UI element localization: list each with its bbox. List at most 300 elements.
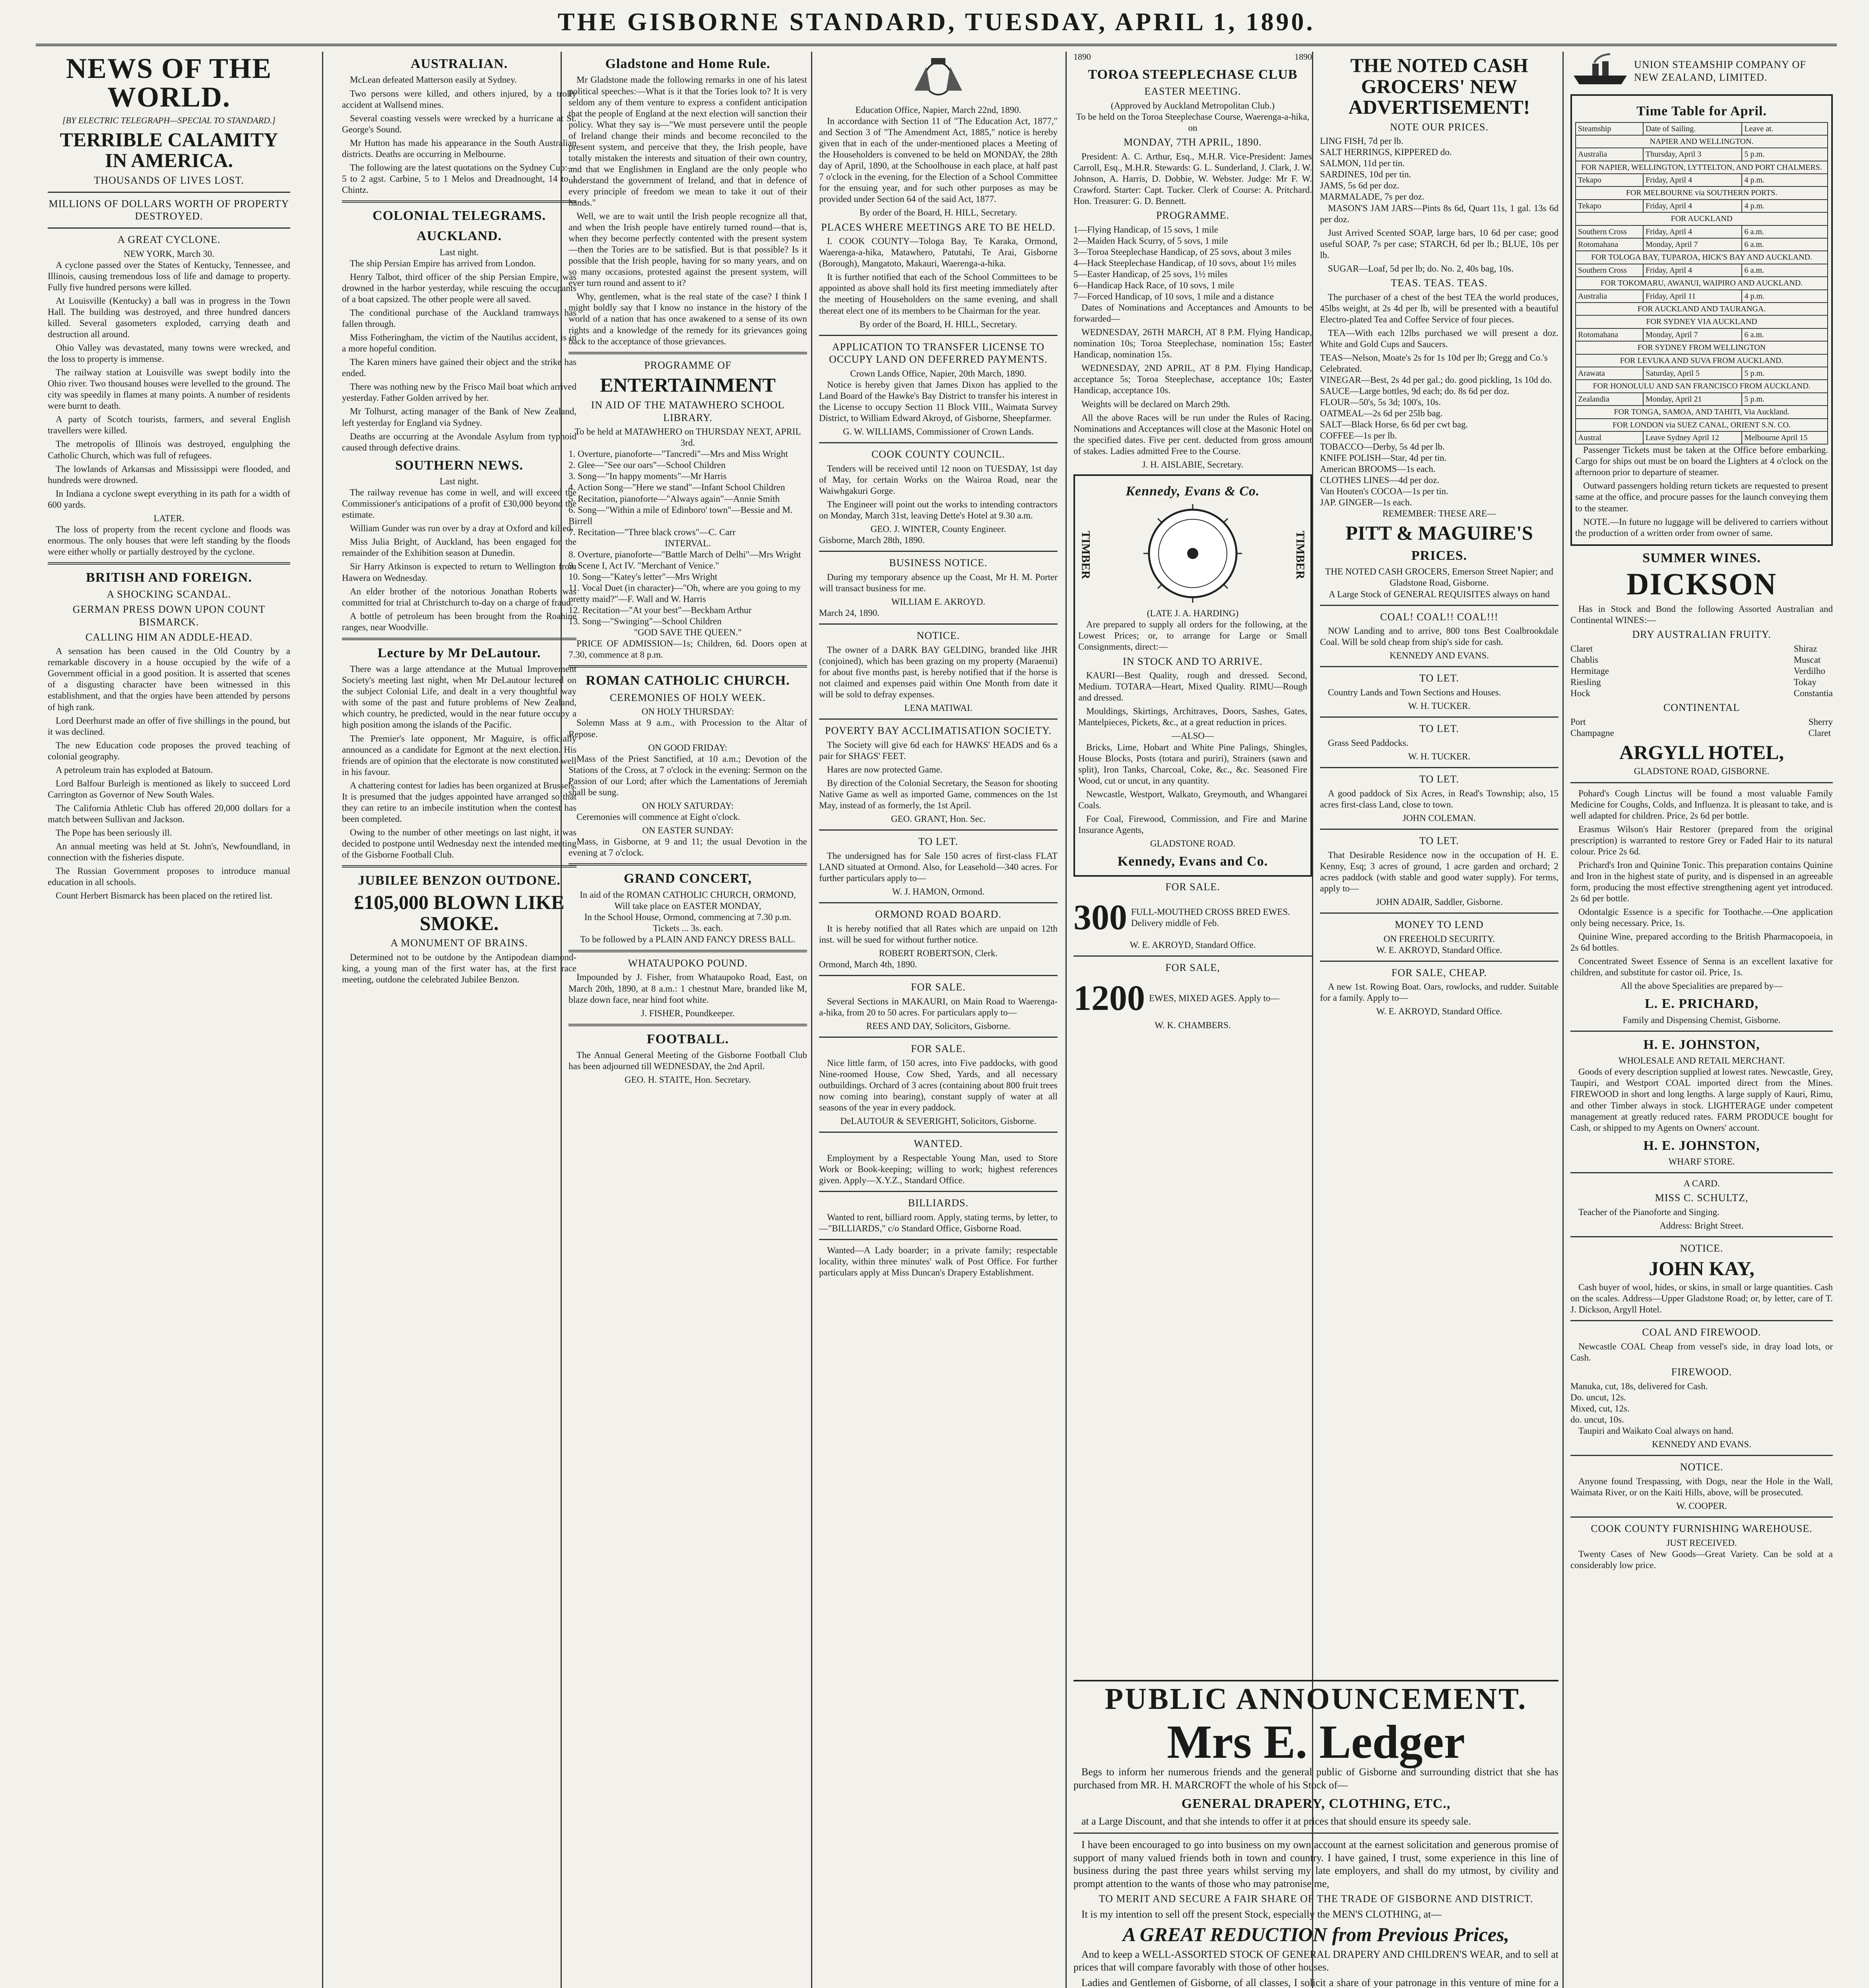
paragraph: I. COOK COUNTY—Tologa Bay, Te Karaka, Ormond, Waerenga-a-hika, Matawhero, Patutahi, Te Arai, Gisborne (Borough), Mangatoto, Makauri, Waerenga-a-hika. (819, 236, 1058, 269)
text: EWES, MIXED AGES. Apply to— (1149, 993, 1280, 1003)
signature: W. H. TUCKER. (1408, 701, 1471, 711)
headline: AUSTRALIAN. (410, 56, 508, 71)
paragraph: In Indiana a cyclone swept everything in its path for a width of 600 yards. (48, 488, 290, 510)
table-header (1576, 122, 1828, 135)
headline: COOK COUNTY COUNCIL. (871, 448, 1005, 460)
route-heading: FOR TONGA, SAMOA, AND TAHITI, Via Auckland. (1576, 406, 1828, 418)
headline: FOR SALE, (1165, 961, 1220, 973)
paragraph: At Louisville (Kentucky) a ball was in progress in the Town Hall. The building was destroyed, and three hundred dancers killed. Several gasometers exploded, carrying death and destruction all around. (48, 295, 290, 340)
table-row (1576, 290, 1828, 303)
paragraph: Mass of the Priest Sanctified, at 10 a.m.; Devotion of the Stations of the Cross, at 7 o'clock in the evening: Sermon on the Passion of our Lord; after which the Lamentations of Jeremiah shall be sung. (569, 753, 807, 797)
paragraph: TEA—With each 12lbs purchased we will present a doz. White and Gold Cups and Saucers. (1320, 328, 1558, 349)
subheadline: GERMAN PRESS DOWN UPON COUNT BISMARCK. (72, 604, 266, 628)
wine-item: Hock (1570, 688, 1590, 699)
paragraph: Odontalgic Essence is a specific for Toothache.—One application only being necessary. Price, 1s. (1570, 907, 1833, 928)
wine-item: Claret (1808, 728, 1831, 738)
paragraph: The railway revenue has come in well, and will exceed the Commissioner's anticipations of a profit of £30,000 beyond the estimate. (342, 487, 576, 520)
subheadline: ON HOLY THURSDAY: (641, 707, 734, 717)
wine-item: Chablis (1570, 654, 1599, 665)
wine-item: Port (1570, 716, 1586, 727)
coat-of-arms-icon (819, 55, 1058, 101)
subheadline: TO MERIT AND SECURE A FAIR SHARE OF THE TRADE OF GISBORNE AND DISTRICT. (1098, 1893, 1533, 1905)
paragraph: Lord Balfour Burleigh is mentioned as likely to succeed Lord Carrington as Governor of New South Wales. (48, 778, 290, 800)
paragraph: Employment by a Respectable Young Man, used to Store Work or Book-keeping; willing to work; highest references given. Apply—X.Y.Z., Standard Office. (819, 1153, 1058, 1185)
paragraph: Quinine Wine, prepared according to the British Pharmacopoeia, in 2s 6d bottles. (1570, 932, 1833, 953)
text: WHARF STORE. (1668, 1157, 1735, 1167)
paragraph: William Gunder was run over by a dray at Oxford and killed. (350, 523, 574, 534)
signature: GEO. GRANT, Hon. Sec. (891, 814, 986, 824)
subheadline: PROGRAMME OF (644, 359, 732, 371)
cell: Thursday, April 3 (1643, 148, 1742, 161)
text: All the above Specialities are prepared by— (1621, 981, 1783, 991)
paragraph: The conditional purchase of the Auckland tramways has fallen through. (342, 308, 576, 329)
timber-label: TIMBER (1079, 530, 1093, 579)
text: REMEMBER: THESE ARE— (1382, 509, 1496, 519)
column-rule (1562, 52, 1564, 1988)
paragraph: The undersigned has for Sale 150 acres of first-class FLAT LAND situated at Ormond. Also, for Leasehold—340 acres. For further particulars apply to— (819, 851, 1058, 883)
column-grocers (1320, 52, 1558, 1674)
subheadline: MILLIONS OF DOLLARS WORTH OF PROPERTY DESTROYED. (49, 198, 289, 222)
programme-item: 7. Recitation—"Three black crows"—C. Carr (569, 527, 736, 537)
price-item: Van Houten's COCOA—1s per tin. (1320, 486, 1448, 497)
signature: By order of the Board, H. HILL, Secretary. (859, 319, 1017, 329)
wine-list (1570, 643, 1833, 699)
programme-item: 8. Overture, pianoforte—"Battle March of Delhi"—Mrs Wright (569, 549, 801, 559)
paragraph: The railway station at Louisville was swept bodily into the Ohio river. Two thousand houses were levelled to the ground. The city was speedily in flames at many points. A number of residents were burnt to death. (48, 367, 290, 411)
price-item: CLOTHES LINES—4d per doz. (1320, 475, 1440, 485)
cell: Monday, April 21 (1643, 393, 1742, 406)
paragraph: NOTE.—In future no luggage will be delivered to carriers without the production of a written order from owner of same. (1575, 516, 1828, 538)
headline: COLONIAL TELEGRAMS. (373, 208, 546, 223)
paragraph: The ship Persian Empire has arrived from London. (350, 258, 536, 268)
route-heading: FOR AUCKLAND (1576, 212, 1828, 225)
paragraph: Wanted to rent, billiard room. Apply, stating terms, by letter, to—"BILLIARDS," c/o Standard Office, Gisborne Road. (819, 1212, 1058, 1233)
address: Address: Bright Street. (1659, 1220, 1744, 1231)
paragraph: Mass, in Gisborne, at 9 and 11; the usual Devotion in the evening at 7 o'clock. (569, 836, 807, 858)
cell: 4 p.m. (1742, 200, 1828, 212)
race-item: 2—Maiden Hack Scurry, of 5 sovs, 1 mile (1073, 235, 1228, 246)
text: In the School House, Ormond, commencing at 7.30 p.m. (584, 912, 792, 922)
headline: FOR SALE. (911, 981, 966, 993)
price-item: Mixed, cut, 12s. (1570, 1404, 1630, 1413)
race-item: 3—Toroa Steeplechase Handicap, of 25 sovs, about 3 miles (1073, 247, 1291, 257)
paragraph: Erasmus Wilson's Hair Restorer (prepared from the original prescription) is warranted to restore Grey or Faded Hair to its natural colour. Price 2s 6d. (1570, 824, 1833, 856)
paragraph: Henry Talbot, third officer of the ship Persian Empire, was drowned in the harbor yesterday, while rescuing the occupants of a boat capsized. The other people were all saved. (342, 272, 576, 305)
cell: Australia (1576, 148, 1643, 161)
cell: Saturday, April 5 (1643, 367, 1742, 380)
subheadline: TEAS. TEAS. TEAS. (1391, 277, 1488, 289)
subheadline: LATER. (153, 513, 184, 523)
wine-item: Claret (1570, 643, 1593, 654)
programme-item: 9. Scene I, Act IV. "Merchant of Venice." (569, 560, 719, 571)
paragraph: Taupiri and Waikato Coal always on hand. (1578, 1426, 1734, 1436)
headline: FOR SALE. (1165, 881, 1220, 893)
paragraph: Impounded by J. Fisher, from Whataupoko Road, East, on March 20th, 1890, at 8 a.m.: 1 chestnut Mare, branded like M, blaze down face, near hind foot white. (569, 972, 807, 1005)
paragraph: President: A. C. Arthur, Esq., M.H.R. Vice-President: James Carroll, Esq., M.H.R. Stewards: G. L. Sunderland, J. Clark, J. W. Johnson, A. Harris, D. Dobbie, W. Webster. Judge: Mr F. W. Crawford. Starter: Capt. Tucker. Clerk of Course: A. Pritchard. Hon. Treasurer: G. D. Bennett. (1073, 151, 1312, 206)
paragraph: The metropolis of Illinois was destroyed, engulphing the Catholic Church, which was full of refugees. (48, 439, 290, 460)
paragraph: Newcastle COAL Cheap from vessel's side, in dray load lots, or Cash. (1570, 1342, 1833, 1363)
column-rule (322, 52, 323, 1988)
paragraph: By direction of the Colonial Secretary, the Season for shooting Native Game as well as imported Game, commences on the 1st May, instead of as formerly, the 1st April. (819, 778, 1058, 811)
price-item: do. uncut, 10s. (1570, 1415, 1624, 1425)
paragraph: The new Education code proposes the proved teaching of colonial geography. (48, 740, 290, 761)
column-australian (342, 52, 576, 1988)
column-shipping (1570, 52, 1833, 1988)
column-rule (811, 52, 812, 1988)
paragraph: The owner of a DARK BAY GELDING, branded like JHR (conjoined), which has been grazing on my property (Maraenui) for about five months past, is hereby notified that if the horse is not claimed and expenses paid within One Month from date it will be sold to defray expenses. (819, 645, 1058, 700)
route-heading: NAPIER AND WELLINGTON. (1576, 135, 1828, 148)
paragraph: Anyone found Trespassing, with Dogs, near the Hole in the Wall, Waimata River, or on the Kaiti Hills, above, will be prosecuted. (1570, 1476, 1833, 1497)
paragraph: It is hereby notified that all Rates which are unpaid on 12th inst. will be sued for without further notice. (819, 923, 1058, 945)
text: A Large Stock of GENERAL REQUISITES always on hand (1329, 589, 1550, 599)
text: (LATE J. A. HARDING) (1147, 608, 1239, 619)
paragraph: Tenders will be received until 12 noon on TUESDAY, 1st day of May, for certain Works on the Wairoa Road, near the Waiwhgakuri Gorge. (819, 464, 1058, 496)
price-item: American BROOMS—1s each. (1320, 464, 1436, 474)
table-row (1576, 148, 1828, 161)
paragraph: Count Herbert Bismarck has been placed on the retired list. (56, 891, 273, 901)
programme-item: 6. Song—"Within a mile of Edinboro' town"—Bessie and M. Birrell (569, 505, 793, 526)
signature: KENNEDY AND EVANS. (1652, 1439, 1751, 1450)
price-item: SARDINES, 10d per tin. (1320, 169, 1411, 180)
dateline: Last night. (439, 476, 479, 487)
advertiser-name: MISS C. SCHULTZ, (1655, 1192, 1749, 1204)
paragraph: The Russian Government proposes to introduce manual education in all schools. (48, 866, 290, 887)
column-header: Leave at. (1742, 122, 1828, 135)
price-item: JAP. GINGER—1s each. (1320, 497, 1412, 508)
text: WHOLESALE AND RETAIL MERCHANT. (1618, 1056, 1785, 1066)
cell: Arawata (1576, 367, 1643, 380)
headline: SUMMER WINES. (1642, 550, 1761, 565)
table-row (1576, 431, 1828, 444)
paragraph: Begs to inform her numerous friends and the general public of Gisborne and surrounding district that she has purchased from MR. H. MARCROFT the whole of his Stock of— (1073, 1766, 1558, 1791)
price-item: OATMEAL—2s 6d per 25lb bag. (1320, 408, 1443, 418)
timber-advert (1073, 474, 1312, 877)
paragraph: There was a large attendance at the Mutual Improvement Society's meeting last night, when Mr DeLautour lectured on the subject Colonial Life, and dealt in a very thoughtful way with some of the past and future problems of New Zealand, which country, he predicted, would in the near future occupy a high position among the islands of the Pacific. (342, 664, 576, 730)
timber-label: TIMBER (1294, 530, 1307, 579)
route-heading: FOR AUCKLAND AND TAURANGA. (1576, 303, 1828, 315)
price-item: KNIFE POLISH—Star, 4d per tin. (1320, 453, 1447, 463)
text: —ALSO— (1171, 731, 1214, 741)
headline: TOROA STEEPLECHASE CLUB (1088, 67, 1298, 82)
subheadline: ON GOOD FRIDAY: (648, 742, 728, 753)
paragraph: Dates of Nominations and Acceptances and Amounts to be forwarded— (1073, 303, 1312, 324)
programme-item: 4. Action Song—"Here we stand"—Infant School Children (569, 482, 785, 493)
headline: COAL AND FIREWOOD. (1642, 1326, 1761, 1338)
headline: PITT & MAGUIRE'S (1345, 522, 1533, 544)
cell: 6 a.m. (1742, 238, 1828, 251)
wine-item: Shiraz (1793, 643, 1817, 654)
programme-list (569, 549, 807, 627)
column-notices (819, 52, 1058, 1988)
text: To be followed by a PLAIN AND FANCY DRESS BALL. (580, 934, 796, 944)
paragraph: Deaths are occurring at the Avondale Asylum from typhoid caused through defective drains. (342, 431, 576, 452)
paragraph: In accordance with Section 11 of "The Education Act, 1877," and Section 3 of "The Amendment Act, 1885," notice is hereby given that in each of the under-mentioned places a Meeting of the Householders is convened to be held on MONDAY, the 28th day of April, 1890, at the Schoolhouse in each place, at half past 7 o'clock in the evening, for the Election of a School Committee for the ensuing year, and for such other purposes as may be provided under Section 64 of the said Act, 1877. (819, 116, 1058, 204)
date: Ormond, March 4th, 1890. (819, 959, 917, 970)
column-header: Steamship (1576, 122, 1643, 135)
paragraph: Has in Stock and Bond the following Assorted Australian and Continental WINES:— (1570, 604, 1833, 625)
cell: Southern Cross (1576, 225, 1643, 238)
subheadline: ON EASTER SUNDAY: (642, 825, 734, 835)
cell: Southern Cross (1576, 264, 1643, 277)
race-item: 1—Flying Handicap, of 15 sovs, 1 mile (1073, 224, 1219, 235)
race-item: 6—Handicap Hack Race, of 10 sovs, 1 mile (1073, 280, 1234, 291)
headline: WHATAUPOKO POUND. (628, 957, 748, 969)
headline: JUBILEE BENZON OUTDONE. (358, 873, 561, 888)
headline: A GREAT REDUCTION from Previous Prices, (1122, 1923, 1510, 1945)
headline: COOK COUNTY FURNISHING WAREHOUSE. (1591, 1523, 1813, 1535)
paragraph: Ceremonies will commence at Eight o'clock. (576, 812, 740, 822)
paragraph: Concentrated Sweet Essence of Senna is an excellent laxative for children, and substitute for castor oil. Price, 1s. (1570, 956, 1833, 978)
interval-label: INTERVAL. (665, 538, 711, 548)
route-heading: FOR SYDNEY VIA AUCKLAND (1576, 315, 1828, 328)
paragraph: The following are the latest quotations on the Sydney Cup:—5 to 2 agst. Carbine, 5 to 1 Melos and Dreadnought, 14 to 1 Chintz. (342, 162, 576, 195)
programme-item: 1. Overture, pianoforte—"Tancredi"—Mrs and Miss Wright (569, 449, 788, 459)
cell: 5 p.m. (1742, 367, 1828, 380)
paragraph: A new 1st. Rowing Boat. Oars, rowlocks, and rudder. Suitable for a family. Apply to— (1320, 982, 1558, 1003)
route-heading: FOR NAPIER, WELLINGTON, LYTTELTON, AND PORT CHALMERS. (1576, 161, 1828, 174)
signature: W. J. HAMON, Ormond. (892, 887, 985, 897)
paragraph: Teacher of the Pianoforte and Singing. (1578, 1207, 1720, 1217)
subheadline: FIREWOOD. (1671, 1366, 1732, 1378)
paragraph: The lowlands of Arkansas and Mississippi were flooded, and hundreds were drowned. (48, 464, 290, 485)
paragraph: Hares are now protected Game. (827, 765, 943, 775)
cell: Friday, April 4 (1643, 174, 1742, 186)
table-row (1576, 328, 1828, 341)
headline: COAL! COAL!! COAL!!! (1380, 611, 1498, 623)
text: ON FREEHOLD SECURITY. (1383, 934, 1495, 944)
headline: BUSINESS NOTICE. (889, 557, 988, 569)
company-name: Kennedy, Evans & Co. (1126, 483, 1260, 499)
paragraph: A chattering contest for ladies has been organized at Brussels. It is presumed that the judges appointed have arranged so that they can retire to an imbecile institution when the contest has been completed. (342, 780, 576, 824)
signature: GEO. H. STAITE, Hon. Secretary. (625, 1075, 751, 1085)
price-item: Manuka, cut, 18s, delivered for Cash. (1570, 1381, 1708, 1391)
paragraph: And to keep a WELL-ASSORTED STOCK OF GENERAL DRAPERY AND CHILDREN'S WEAR, and to sell at prices that will compare favorably with those of other houses. (1073, 1948, 1558, 1973)
column-header: Date of Sailing. (1643, 122, 1742, 135)
text: Family and Dispensing Chemist, Gisborne. (1623, 1015, 1781, 1025)
cell: Friday, April 4 (1643, 225, 1742, 238)
text: Education Office, Napier, March 22nd, 1890. (855, 105, 1021, 115)
text: FULL-MOUTHED CROSS BRED EWES. Delivery middle of Feb. (1131, 907, 1290, 928)
text: In aid of the ROMAN CATHOLIC CHURCH, ORMOND, (580, 889, 796, 900)
cell: Tekapo (1576, 200, 1643, 212)
signature: REES AND DAY, Solicitors, Gisborne. (866, 1021, 1011, 1031)
cell: Tekapo (1576, 174, 1643, 186)
headline: WANTED. (914, 1138, 963, 1149)
programme-list (569, 448, 807, 538)
paragraph: The loss of property from the recent cyclone and floods was enormous. The only houses that were left standing by the floods were either wholly or partially destroyed by the cyclone. (48, 524, 290, 557)
paragraph: Mr Gladstone made the following remarks in one of his latest political speeches:—What is it that the Tories look to? It is very seldom any of them venture to express a confident anticipation that the people of England at the next election will sanction their policy. What they say is—"We must persevere until the people of Ireland change their minds and become reconciled to the present system, and perceive that they, the Irish people, have totally mistaken the interests and situation of their own country, and that we Englishmen in England are the only people who understand the government of Ireland, and that in defence of every principle of freedom we mean to take it out of their hands." (569, 75, 807, 208)
price-item: SAUCE—Large bottles, 9d each; do. 8s 6d per doz. (1320, 386, 1510, 396)
wine-item: Tokay (1793, 677, 1817, 687)
paragraph: SUGAR—Loaf, 5d per lb; do. No. 2, 40s bag, 10s. (1328, 263, 1514, 274)
paragraph: Twenty Cases of New Goods—Great Variety. Can be sold at a considerably low price. (1570, 1549, 1833, 1570)
headline: ARGYLL HOTEL, (1619, 741, 1784, 763)
paragraph: WEDNESDAY, 26TH MARCH, AT 8 P.M. Flying Handicap, nomination 10s; Toroa Steeplechase, nomination 15s; Easter Handicap, nomination 15s. (1073, 327, 1312, 360)
programme-item: 5. Recitation, pianoforte—"Always again"—Annie Smith (569, 493, 780, 504)
wine-item: Sherry (1808, 716, 1833, 727)
headline: ROMAN CATHOLIC CHURCH. (586, 673, 790, 688)
route-heading: FOR SYDNEY FROM WELLINGTON (1576, 341, 1828, 354)
price-item: COFFEE—1s per lb. (1320, 431, 1397, 441)
paragraph: Determined not to be outdone by the Antipodean diamond-king, a young man of the first water has, at the first race meeting, outdone the celebrated Jubilee Benzon. (342, 952, 576, 985)
paragraph: PRICE OF ADMISSION—1s; Children, 6d. Doors open at 7.30, commence at 8 p.m. (569, 639, 807, 660)
price-item: TEAS—Nelson, Moate's 2s for 1s 10d per lb; Gregg and Co.'s Celebrated. (1320, 352, 1548, 374)
signature: GEO. J. WINTER, County Engineer. (870, 524, 1006, 534)
headline: BRITISH AND FOREIGN. (86, 570, 252, 585)
cell: Austral (1576, 431, 1643, 444)
paragraph: Lord Deerhurst made an offer of five shillings in the pound, but it was declined. (48, 715, 290, 737)
paragraph: The Society will give 6d each for HAWKS' HEADS and 6s a pair for SHAGS' FEET. (819, 740, 1058, 761)
paragraph: An elder brother of the notorious Jonathan Roberts was committed for trial at Christchurch to-day on a charge of fraud. (342, 586, 576, 608)
paragraph: A bottle of petroleum has been brought from the Roahine ranges, near Woodville. (342, 611, 576, 632)
signature: J. FISHER, Poundkeeper. (641, 1008, 735, 1018)
paragraph: Grass Seed Paddocks. (1328, 738, 1409, 748)
event-date: MONDAY, 7TH APRIL, 1890. (1124, 136, 1262, 148)
race-item: 4—Hack Steeplechase Handicap, of 10 sovs, about 1½ miles (1073, 258, 1296, 268)
price-item: TOBACCO—Derby, 5s 4d per lb. (1320, 442, 1445, 452)
price-item: SALT—Black Horse, 6s 6d per cwt bag. (1320, 419, 1468, 430)
paragraph: Sir Harry Atkinson is expected to return to Wellington from Hawera on Wednesday. (342, 561, 576, 583)
table-row (1576, 200, 1828, 212)
paragraph: Ladies and Gentlemen of Gisborne, of all classes, I solicit a share of your patronage in this venture of mine for a (1081, 1976, 1558, 1988)
price-item: VINEGAR—Best, 2s 4d per gal.; do. good pickling, 1s 10d do. (1320, 375, 1552, 385)
column-gladstone (569, 52, 807, 1988)
programme-item: 12. Recitation—"At your best"—Beckham Arthur (569, 605, 752, 615)
paragraph: Bricks, Lime, Hobart and White Pine Palings, Shingles, House Blocks, Posts (totara and puriri), Strainers (sawn and split), Iron Tanks, Charcoal, Coke, &c., &c. Seasoned Fire Wood, cut or uncut, in any quantity. (1078, 742, 1307, 786)
paragraph: KAURI—Best Quality, rough and dressed. Second, Medium. TOTARA—Heart, Mixed Quality. RIMU—Rough and dressed. (1078, 670, 1307, 703)
text: Crown Lands Office, Napier, 20th March, 1890. (850, 369, 1027, 379)
paragraph: Weights will be declared on March 29th. (1081, 399, 1230, 409)
cell: Friday, April 4 (1643, 200, 1742, 212)
headline: NOTICE. (1680, 1242, 1723, 1254)
text: GLADSTONE ROAD. (1150, 838, 1236, 848)
cell: Friday, April 4 (1643, 264, 1742, 277)
headline: APPLICATION TO TRANSFER LICENSE TO OCCUPY LAND ON DEFERRED PAYMENTS. (829, 341, 1048, 365)
subheadline: GENERAL DRAPERY, CLOTHING, ETC., (1181, 1796, 1451, 1811)
paragraph: During my temporary absence up the Coast, Mr H. M. Porter will transact business for me. (819, 572, 1058, 594)
price-item: SALT HERRINGS, KIPPERED do. (1320, 147, 1452, 157)
race-item: 7—Forced Handicap, of 10 sovs, 1 mile and a distance (1073, 291, 1274, 302)
text: JUST RECEIVED. (1666, 1538, 1737, 1548)
paragraph: Several Sections in MAKAURI, on Main Road to Waerenga-a-hika, from 20 to 50 acres. For particulars apply to— (819, 996, 1058, 1017)
subheadline: PRICES. (1411, 548, 1467, 563)
headline: TERRIBLE CALAMITY IN AMERICA. (60, 128, 278, 172)
headline: £105,000 BLOWN LIKE SMOKE. (354, 891, 565, 934)
paragraph: A good paddock of Six Acres, in Read's Township; also, 15 acres first-class Land, close to town. (1320, 788, 1558, 810)
paragraph: MASON'S JAM JARS—Pints 8s 6d, Quart 11s, 1 gal. 13s 6d per doz. (1320, 203, 1558, 224)
cell: Leave Sydney April 12 (1643, 431, 1742, 444)
subheadline: AUCKLAND. (417, 229, 502, 244)
signature: Kennedy, Evans and Co. (1117, 854, 1268, 869)
headline: FOR SALE, CHEAP. (1392, 967, 1487, 978)
signature: H. E. JOHNSTON, (1643, 1138, 1760, 1153)
cell: Friday, April 11 (1643, 290, 1742, 303)
table-row (1576, 367, 1828, 380)
subheadline: IN AID OF THE MATAWHERO SCHOOL LIBRARY. (591, 399, 785, 423)
price-item: SALMON, 11d per tin. (1320, 158, 1405, 169)
signature: W. E. AKROYD, Standard Office. (1376, 1006, 1502, 1017)
headline: TO LET. (1419, 723, 1459, 735)
route-heading: FOR TOKOMARU, AWANUI, WAIPIRO AND AUCKLAND. (1576, 277, 1828, 289)
paragraph: Miss Fotheringham, the victim of the Nautilus accident, is in a more hopeful condition. (342, 332, 576, 354)
price-item: Do. uncut, 12s. (1570, 1392, 1626, 1402)
timetable (1575, 122, 1828, 445)
public-announcement-advert (1073, 1680, 1558, 1988)
headline: Gladstone and Home Rule. (605, 56, 771, 71)
paragraph: Nice little farm, of 150 acres, into Five paddocks, with good Nine-roomed House, Cow Shed, Yards, and all necessary outbuildings. Orchard of 3 acres (containing about 800 fruit trees now coming into bearing), constant supply of water at all seasons of the year in every paddock. (819, 1058, 1058, 1112)
table-row (1576, 264, 1828, 277)
subheadline: PLACES WHERE MEETINGS ARE TO BE HELD. (821, 221, 1056, 233)
paragraph: at a Large Discount, and that she intends to offer it at prices that should ensure its speedy sale. (1081, 1815, 1471, 1827)
paragraph: Mr Hutton has made his appearance in the South Australian districts. Deaths are occurring in Melbourne. (342, 138, 576, 159)
paragraph: Passenger Tickets must be taken at the Office before embarking. Cargo for ships out must be on board the Lighters at 4 o'clock on the afternoon prior to departure of steamer. (1575, 445, 1828, 478)
paragraph: It is further notified that each of the School Committees to be appointed as above shall hold its first meeting immediately after the meeting of Householders on the same evening, and shall thereat elect one of its members to be Chairman for the year. (819, 272, 1058, 316)
year-row (1073, 52, 1312, 62)
price-item: MARMALADE, 7s per doz. (1320, 192, 1425, 202)
paragraph: All the above Races will be run under the Rules of Racing. Nominations and Acceptances will close at the Masonic Hotel on the specified dates. Five per cent. deducted from gross amount of stakes. Ladies admitted Free to the Course. (1073, 412, 1312, 456)
paragraph: An annual meeting was held at St. John's, Newfoundland, in connection with the fisheries dispute. (48, 841, 290, 863)
headline: POVERTY BAY ACCLIMATISATION SOCIETY. (825, 725, 1052, 737)
address: GLADSTONE ROAD, GISBORNE. (1634, 766, 1770, 777)
subheadline: PROGRAMME. (1156, 210, 1230, 221)
advertiser-name: H. E. JOHNSTON, (1643, 1037, 1760, 1052)
signature: W. E. AKROYD, Standard Office. (1130, 940, 1256, 950)
wine-item: Constantia (1793, 688, 1833, 699)
paragraph: The Premier's late opponent, Mr Maguire, is officially announced as a candidate for Egmont at the next election. His friends are of opinion that the electorate is now constituted well in his favour. (342, 733, 576, 777)
column-news (48, 52, 290, 1988)
paragraph: Are prepared to supply all orders for the following, at the Lowest Prices; or, to arrange for Large or Small Consignments, direct:— (1078, 619, 1307, 652)
column-races (1073, 52, 1312, 1674)
masthead: THE GISBORNE STANDARD, TUESDAY, APRIL 1, 1890. (36, 7, 1837, 46)
text: Will take place on EASTER MONDAY, (614, 901, 761, 911)
signature: G. W. WILLIAMS, Commissioner of Crown Lands. (842, 427, 1034, 437)
race-item: 5—Easter Handicap, of 25 sovs, 1½ miles (1073, 269, 1228, 280)
quantity: 300 (1073, 898, 1127, 938)
paragraph: Several coasting vessels were wrecked by a hurricane at St. George's Sound. (342, 113, 576, 134)
subheadline: A GREAT CYCLONE. (117, 233, 221, 245)
subheadline: A SHOCKING SCANDAL. (107, 588, 231, 600)
quantity: 1200 (1073, 978, 1145, 1018)
route-heading: FOR LONDON via SUEZ CANAL, ORIENT S.N. CO. (1576, 419, 1828, 431)
paragraph: The Annual General Meeting of the Gisborne Football Club has been adjourned till WEDNESDAY, the 2nd April. (569, 1050, 807, 1072)
signature: W. K. CHAMBERS. (1155, 1020, 1231, 1031)
advertiser-name: L. E. PRICHARD, (1644, 996, 1759, 1011)
paragraph: The Karen miners have gained their object and the strike has ended. (342, 357, 576, 379)
paragraph: Goods of every description supplied at lowest rates. Newcastle, Grey, Taupiri, and Westport COAL imported direct from the Mines. FIREWOOD in short and long lengths. A large supply of Kauri, Rimu, and other Timber always in stock. LIGHTERAGE under competent management at greatly reduced rates. FARM PRODUCE bought for Cash, or shipped to my Agents on Owners' account. (1570, 1067, 1833, 1133)
signature: WILLIAM E. AKROYD. (891, 597, 986, 607)
signature: By order of the Board, H. HILL, Secretary. (859, 208, 1017, 218)
wine-item: Riesling (1570, 677, 1601, 687)
paragraph: NOW Landing and to arrive, 800 tons Best Coalbrookdale Coal. Will be sold cheap from ship's side for cash. (1320, 626, 1558, 647)
section-title: NEWS OF THE WORLD. (66, 52, 272, 113)
subheadline: A MONUMENT OF BRAINS. (390, 937, 528, 949)
paragraph: Mr Tolhurst, acting manager of the Bank of New Zealand, left yesterday for England via Sydney. (342, 406, 576, 428)
subheadline: ON HOLY SATURDAY: (642, 800, 734, 811)
paragraph: McLean defeated Matterson easily at Sydney. (350, 75, 517, 85)
dateline: NEW YORK, March 30. (123, 248, 215, 259)
signature: KENNEDY AND EVANS. (1390, 650, 1489, 661)
paragraph: Two persons were killed, and others injured, by a trolly accident at Wallsend mines. (342, 88, 576, 110)
steamship-icon (1570, 52, 1630, 90)
headline: Lecture by Mr DeLautour. (377, 645, 541, 660)
headline: FOOTBALL. (646, 1031, 729, 1046)
text: THE NOTED CASH GROCERS, Emerson Street Napier; and Gladstone Road, Gisborne. (1325, 567, 1553, 588)
paragraph: A cyclone passed over the States of Kentucky, Tennessee, and Illinois, causing tremendous loss of life and damage to property. Fully five hundred persons were killed. (48, 260, 290, 292)
headline: TO LET. (918, 836, 958, 848)
wine-item: Verdilho (1793, 666, 1825, 676)
text: A CARD. (1683, 1178, 1720, 1189)
headline: MONEY TO LEND (1395, 918, 1484, 930)
